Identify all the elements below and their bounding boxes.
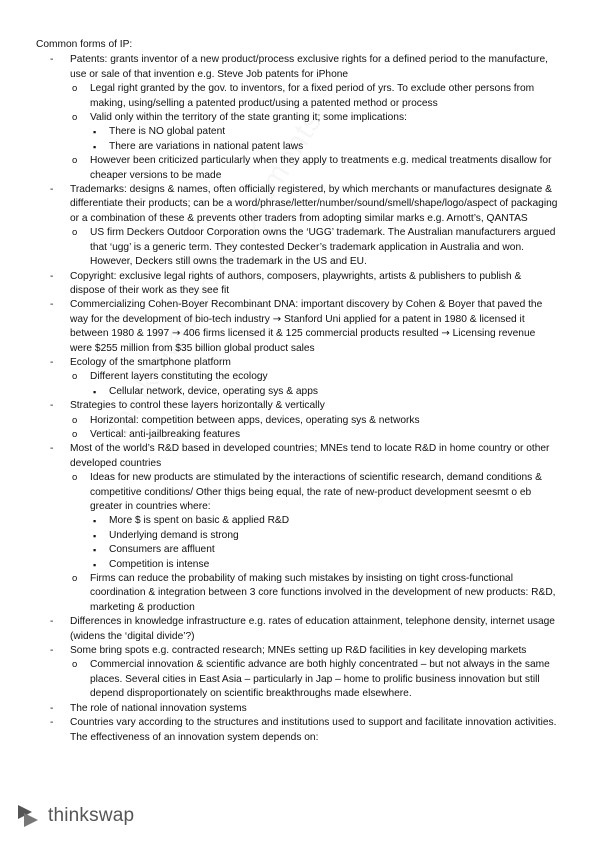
- list-item-text: The role of national innovation systems: [70, 702, 247, 714]
- list-item-text: Trademarks: designs & names, often officially registered, by which merchants or manufactures designate & differentiate their products; can be a word/phrase/letter/number/sound/smell/shape/logo/aspect of packaging or a combination of these & prevents other traders from adopting similar marks e.g. Arnott’s, QANTAS: [70, 184, 558, 224]
- bullet-list: [90, 385, 558, 399]
- list-item: [36, 183, 558, 269]
- sub-list-item: [70, 414, 558, 428]
- text-segment: Licensing revenue were $255 million from $35 billion global product sales: [70, 328, 536, 354]
- list-item: [36, 615, 558, 644]
- bullet-item: ▪ There are variations in national patent laws: [90, 140, 558, 154]
- sub-list-item: [70, 111, 558, 154]
- bullet-list: [90, 125, 558, 154]
- sub-list-item-text: Valid only within the territory of the state granting it; some implications:: [90, 112, 407, 124]
- sub-list-item-text: Horizontal: competition between apps, devices, operating sys & networks: [90, 414, 420, 426]
- list-item-text: Differences in knowledge infrastructure e.g. rates of education attainment, telephone density, internet usage (widens the ‘digital divide’?): [70, 616, 555, 642]
- list-item-text: Patents: grants inventor of a new product/process exclusive rights for a defined period to the manufacture, use or sale of that invention e.g. Steve Job patents for iPhone: [70, 54, 548, 80]
- list-item-text: Most of the world’s R&D based in developed countries; MNEs tend to locate R&D in home country or other developed countries: [70, 443, 550, 469]
- sub-list-item-text: However been criticized particularly when they apply to treatments e.g. medical treatments disallow for cheaper versions to be made: [90, 155, 552, 181]
- document-body: [36, 38, 558, 745]
- sub-list-item-text: Firms can reduce the probability of making such mistakes by insisting on tight cross-functional coordination & integration between 3 core functions involved in the development of new products: R&D, marketing & production: [90, 573, 556, 613]
- brand-name: thinkswap: [48, 804, 135, 826]
- sub-list-item-text: Vertical: anti-jailbreaking features: [90, 428, 241, 440]
- sub-list-item: [70, 658, 558, 701]
- list-item: [36, 298, 558, 356]
- list-item: [36, 702, 558, 716]
- arrow-right-icon: →: [441, 328, 450, 340]
- sub-list-item: [70, 471, 558, 572]
- text-segment: Commercializing Cohen-Boyer Recombinant DNA: important discovery by Cohen & Boyer that paved the way for the development of bio-tech industry: [70, 299, 543, 325]
- document-heading: Common forms of IP:: [36, 39, 133, 50]
- list-item-text: Strategies to control these layers horizontally & vertically: [70, 400, 325, 412]
- sub-list: [70, 471, 558, 615]
- sub-list: [70, 82, 558, 183]
- bullet-list: [90, 514, 558, 572]
- sub-list-item-text: Legal right granted by the gov. to inventors, for a fixed period of yrs. To exclude other persons from making, using/selling a patented product/using a patented method or process: [90, 83, 535, 109]
- text-segment: Stanford Uni applied for a patent in 1980 & licensed it between 1980 & 1997: [70, 313, 525, 340]
- list-item: [36, 442, 558, 615]
- list-item: [36, 644, 558, 702]
- sub-list-item: [70, 226, 558, 269]
- sub-list-item-text: US firm Deckers Outdoor Corporation owns the ‘UGG’ trademark. The Australian manufacturers argued that ‘ugg’ is a generic term. They contested Decker’s trademark application in Australia and won. However, Deckers still owns the trademark in the US and EU.: [90, 227, 556, 268]
- sub-list-item: [70, 82, 558, 111]
- sub-list: [70, 370, 558, 399]
- sub-list: [70, 226, 558, 269]
- sub-list: [70, 414, 558, 443]
- bullet-item: ▪ Consumers are affluent: [90, 543, 558, 557]
- bullet-item: ▪ Competition is intense: [90, 558, 558, 572]
- list-item-text: [70, 299, 542, 353]
- list-item-text: Some bring spots e.g. contracted research; MNEs setting up R&D facilities in key developing markets: [70, 645, 527, 657]
- bullet-item: ▪ There is NO global patent: [90, 125, 558, 139]
- bullet-item: ▪ Cellular network, device, operating sys & apps: [90, 385, 558, 399]
- list-item: [36, 356, 558, 399]
- sub-list: [70, 658, 558, 701]
- sub-list-item: [70, 370, 558, 399]
- main-list: [36, 53, 558, 745]
- thinkswap-logo: [14, 802, 134, 830]
- arrow-right-icon: →: [171, 328, 181, 340]
- list-item: [36, 399, 558, 442]
- bullet-item: ▪ Underlying demand is strong: [90, 529, 558, 543]
- sub-list-item-text: Different layers constituting the ecology: [90, 371, 268, 383]
- list-item-text: Countries vary according to the structures and institutions used to support and facilitate innovation activities. The effectiveness of an innovation system depends on:: [70, 717, 557, 743]
- sub-list-item-text: Commercial innovation & scientific advance are both highly concentrated – but not always in the same places. Several cities in East Asia – particularly in Jap – home to prolific business innovation but still depend disproportionately on scientific breakthroughs made elsewhere.: [90, 659, 550, 700]
- thinkswap-logo-icon: [14, 802, 42, 830]
- list-item: [36, 53, 558, 183]
- sub-list-item: [70, 428, 558, 442]
- bullet-item: ▪ More $ is spent on basic & applied R&D: [90, 514, 558, 528]
- list-item: [36, 270, 558, 299]
- list-item-text: Ecology of the smartphone platform: [70, 356, 231, 368]
- sub-list-item: [70, 154, 558, 183]
- list-item-text: Copyright: exclusive legal rights of authors, composers, playwrights, artists & publishers to publish & dispose of their work as they see fit: [70, 270, 522, 296]
- list-item: [36, 716, 558, 745]
- sub-list-item-text: Ideas for new products are stimulated by the interactions of scientific research, demand conditions & competitive conditions/ Other thigs being equal, the rate of new-product development seesmt o eb greater in countries where:: [90, 472, 542, 512]
- text-segment: 406 firms licensed it & 125 commercial products resulted: [180, 328, 442, 340]
- sub-list-item: [70, 572, 558, 615]
- arrow-right-icon: →: [272, 313, 282, 325]
